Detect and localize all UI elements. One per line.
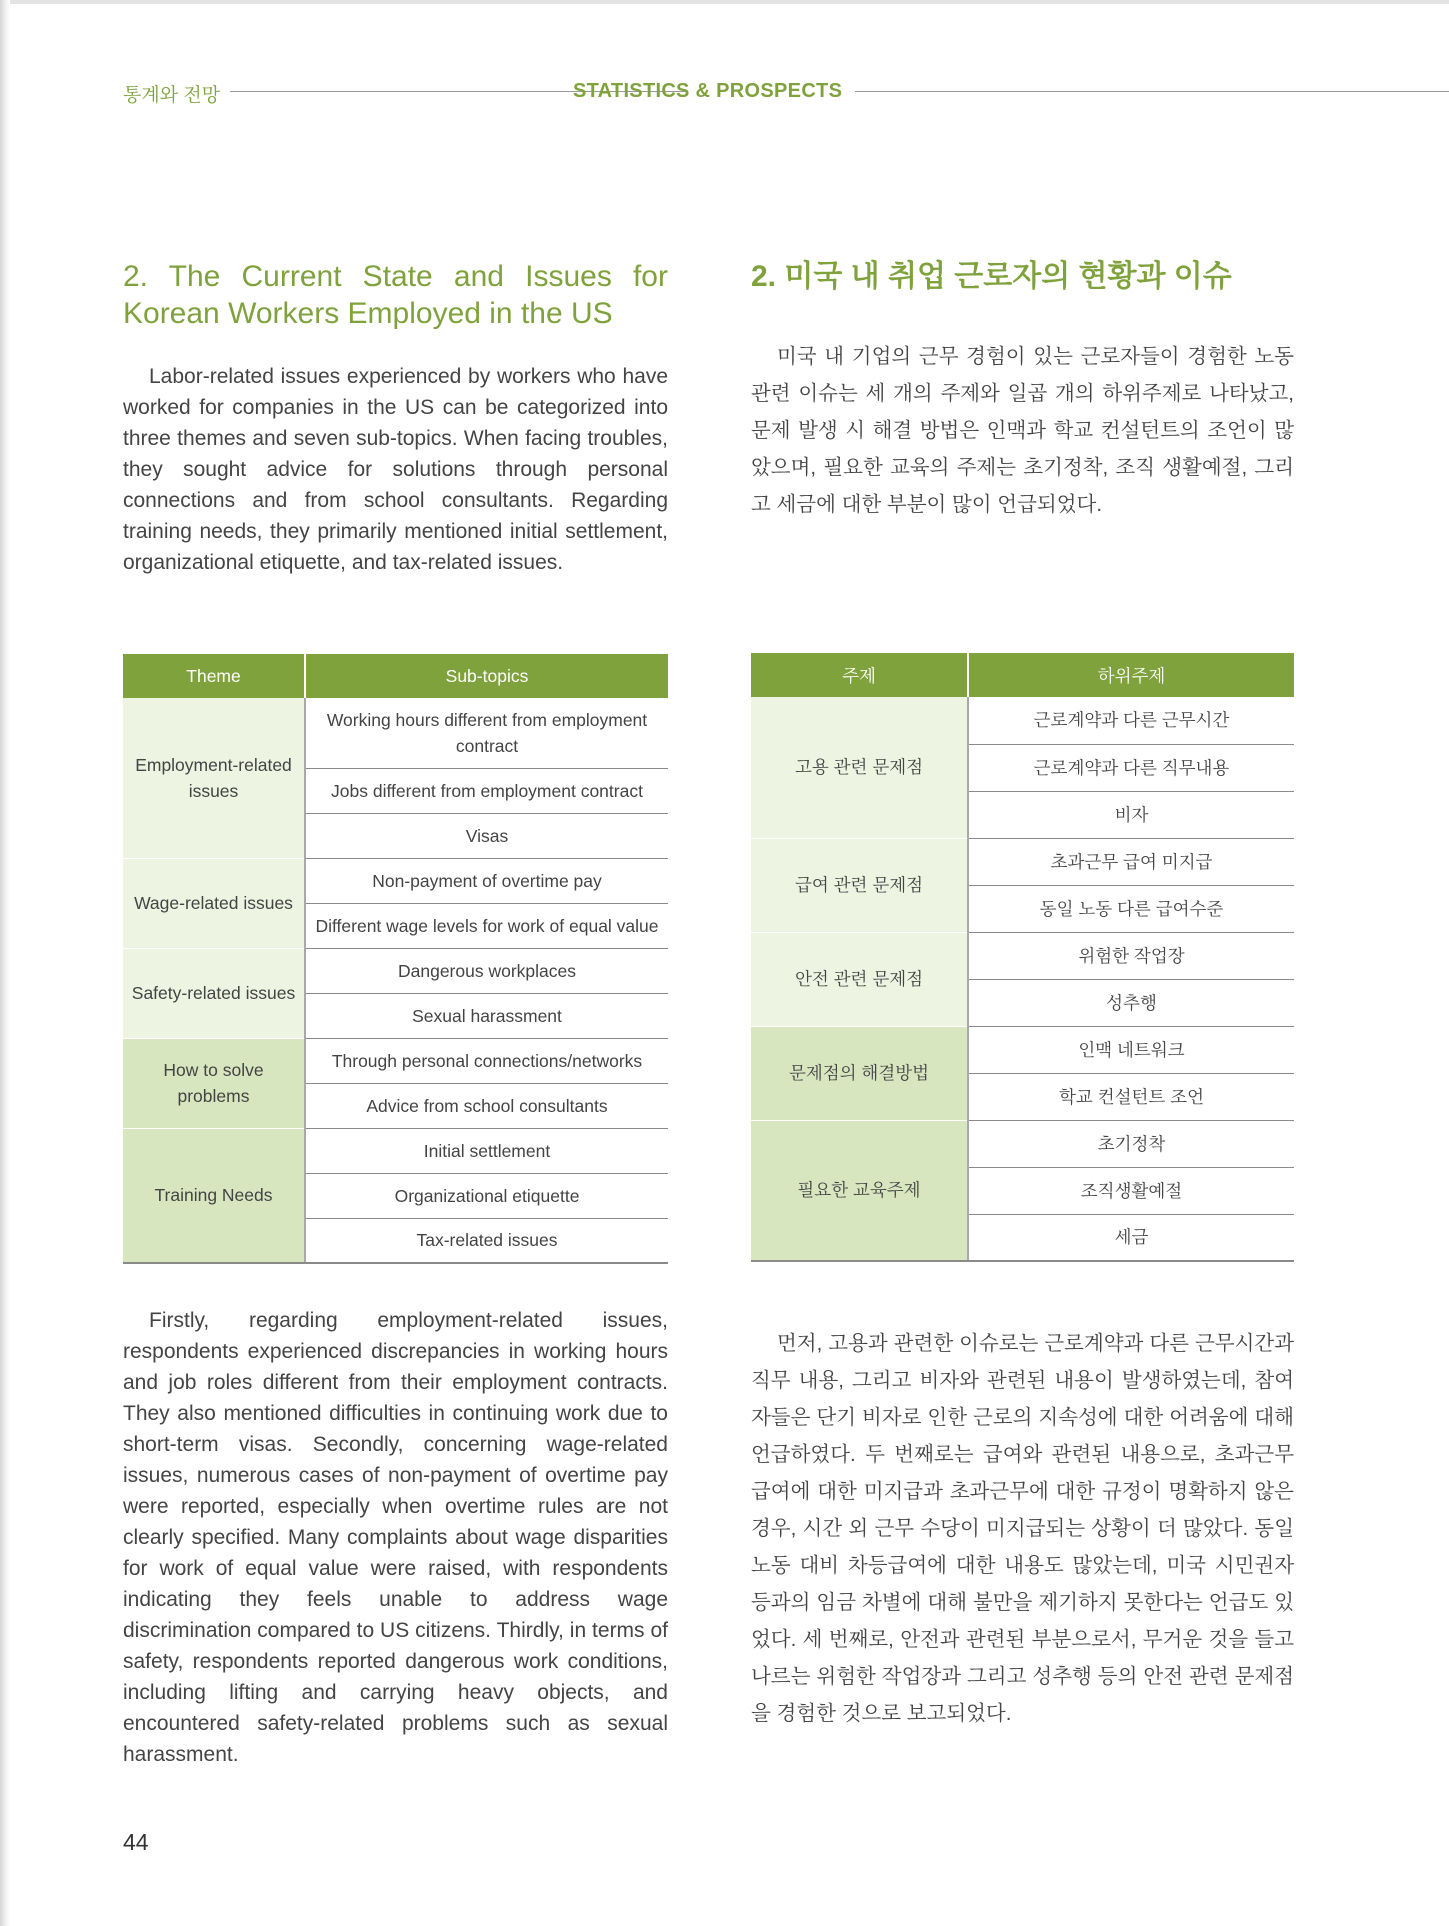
subtopic-cell: Non-payment of overtime pay [305, 858, 668, 903]
theme-cell: 고용 관련 문제점 [751, 697, 968, 838]
page-number: 44 [123, 1829, 149, 1855]
subtopic-column-header: 하위주제 [968, 653, 1294, 697]
theme-cell: Safety-related issues [123, 948, 305, 1038]
english-body-paragraph: Firstly, regarding employment-related issues, respondents experienced discrepancies in working hours and job roles different from their employment contracts. They also mentioned difficulties in continuing work due to short-term visas. Secondly, concerning wage-related issues, numerous cases of non-payment of overtime pay were reported, especially when overtime rules are not clearly specified. Many complaints about wage disparities for work of equal value were raised, with respondents indicating they feels unable to address wage discrimination compared to US citizens. Thirdly, in terms of safety, respondents reported dangerous work conditions, including lifting and carrying heavy objects, and encountered safety-related problems such as sexual harassment. [123, 1309, 668, 1766]
table-row [123, 1038, 668, 1083]
page-spine-shadow [0, 0, 10, 1926]
subtopic-cell: Sexual harassment [305, 993, 668, 1038]
table-row [751, 697, 1294, 744]
subtopic-cell: 근로계약과 다른 직무내용 [968, 744, 1294, 791]
table-header-row [123, 654, 668, 698]
english-section-title: 2. The Current State and Issues for Korean Workers Employed in the US [123, 260, 668, 330]
korean-body-paragraph: 먼저, 고용과 관련한 이슈로는 근로계약과 다른 근무시간과 직무 내용, 그리고 비자와 관련된 내용이 발생하였는데, 참여자들은 단기 비자로 인한 근로의 지속성에 대한 어려움에 대해 언급하였다. 두 번째로는 급여와 관련된 내용으로, 초과근무 급여에 대한 미지급과 초과근무에 대한 규정이 명확하지 않은 경우, 시간 외 근무 수당이 미지급되는 상황이 더 많았다. 동일 노동 대비 차등급여에 대한 내용도 많았는데, 미국 시민권자 등과의 임금 차별에 대해 불만을 제기하지 못한다는 언급도 있었다. 세 번째로, 안전과 관련된 부분으로서, 무거운 것을 들고 나르는 위험한 작업장과 그리고 성추행 등의 안전 관련 문제점을 경험한 것으로 보고되었다. [751, 1332, 1294, 1725]
subtopic-cell: 조직생활예절 [968, 1167, 1294, 1214]
table-row [123, 858, 668, 903]
subtopic-cell: 인맥 네트워크 [968, 1026, 1294, 1073]
theme-cell: Training Needs [123, 1128, 305, 1263]
table-row [123, 1128, 668, 1173]
theme-cell: Employment-related issues [123, 698, 305, 858]
theme-cell: Wage-related issues [123, 858, 305, 948]
english-issues-table [123, 654, 668, 1264]
theme-cell: 필요한 교육주제 [751, 1120, 968, 1261]
theme-cell: How to solve problems [123, 1038, 305, 1128]
subtopic-cell: 성추행 [968, 979, 1294, 1026]
subtopic-cell: 위험한 작업장 [968, 932, 1294, 979]
running-header [123, 80, 1449, 106]
english-intro-paragraph: Labor-related issues experienced by workers who have worked for companies in the US can be categorized into three themes and seven sub-topics. When facing troubles, they sought advice for solutions through personal connections and from school consultants. Regarding training needs, they primarily mentioned initial settlement, organizational etiquette, and tax-related issues. [123, 365, 668, 574]
subtopic-cell: Jobs different from employment contract [305, 768, 668, 813]
subtopic-cell: Dangerous workplaces [305, 948, 668, 993]
subtopic-cell: 근로계약과 다른 근무시간 [968, 697, 1294, 744]
table-row [751, 932, 1294, 979]
table-row [751, 838, 1294, 885]
header-korean-label: 통계와 전망 [123, 85, 221, 106]
theme-column-header: 주제 [751, 653, 968, 697]
theme-column-header: Theme [123, 654, 305, 698]
subtopic-cell: Tax-related issues [305, 1218, 668, 1263]
subtopic-cell: 초과근무 급여 미지급 [968, 838, 1294, 885]
table-row [123, 948, 668, 993]
subtopic-cell: Advice from school consultants [305, 1083, 668, 1128]
subtopic-cell: 초기정착 [968, 1120, 1294, 1167]
header-rule-right [855, 91, 1449, 92]
subtopic-cell: 세금 [968, 1214, 1294, 1261]
subtopic-cell: Initial settlement [305, 1128, 668, 1173]
subtopic-column-header: Sub-topics [305, 654, 668, 698]
subtopic-cell: Visas [305, 813, 668, 858]
subtopic-cell: Organizational etiquette [305, 1173, 668, 1218]
korean-intro-paragraph: 미국 내 기업의 근무 경험이 있는 근로자들이 경험한 노동 관련 이슈는 세 개의 주제와 일곱 개의 하위주제로 나타났고, 문제 발생 시 해결 방법은 인맥과 학교 컨설턴트의 조언이 많았으며, 필요한 교육의 주제는 초기정착, 조직 생활예절, 그리고 세금에 대한 부분이 많이 언급되었다. [751, 345, 1294, 516]
table-row [751, 1026, 1294, 1073]
page-edge-top [0, 0, 1449, 4]
subtopic-cell: 학교 컨설턴트 조언 [968, 1073, 1294, 1120]
theme-cell: 문제점의 해결방법 [751, 1026, 968, 1120]
korean-section-title: 2. 미국 내 취업 근로자의 현황과 이슈 [751, 260, 1232, 293]
header-english-label: STATISTICS & PROSPECTS [573, 80, 843, 102]
subtopic-cell: Working hours different from employment contract [305, 698, 668, 768]
subtopic-cell: 동일 노동 다른 급여수준 [968, 885, 1294, 932]
table-header-row [751, 653, 1294, 697]
subtopic-cell: Through personal connections/networks [305, 1038, 668, 1083]
subtopic-cell: Different wage levels for work of equal value [305, 903, 668, 948]
subtopic-cell: 비자 [968, 791, 1294, 838]
theme-cell: 안전 관련 문제점 [751, 932, 968, 1026]
table-row [751, 1120, 1294, 1167]
theme-cell: 급여 관련 문제점 [751, 838, 968, 932]
table-row [123, 698, 668, 768]
korean-issues-table [751, 653, 1294, 1262]
